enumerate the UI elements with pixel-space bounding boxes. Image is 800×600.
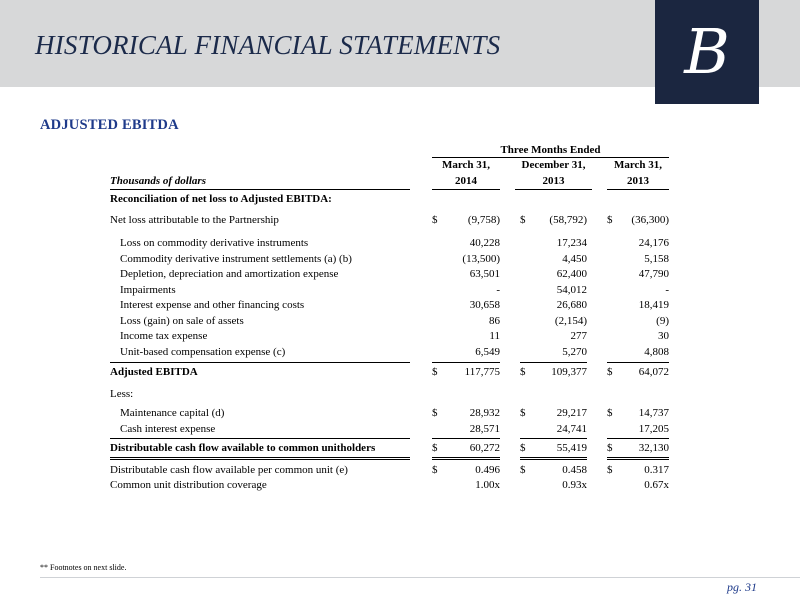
- value-col2: (58,792): [549, 214, 587, 226]
- rule-distributable-col3: [607, 438, 669, 439]
- dollar-sign: $: [520, 366, 526, 378]
- value-col3: -: [665, 284, 669, 296]
- value-col3: (9): [656, 315, 669, 327]
- column-header-3-line1: March 31,: [613, 159, 663, 171]
- dollar-sign: $: [607, 464, 613, 476]
- less-label: Less:: [110, 388, 134, 400]
- header-rule-label: [110, 189, 410, 190]
- value-col3: 14,737: [638, 407, 669, 419]
- value-col1: 28,932: [469, 407, 500, 419]
- value-col2: 4,450: [562, 253, 587, 265]
- table-row: [110, 283, 680, 298]
- value-col3: 64,072: [638, 366, 669, 378]
- table-row: [110, 345, 680, 360]
- value-col2: 29,217: [556, 407, 587, 419]
- double-rule-col3: [607, 457, 669, 460]
- row-label: Impairments: [120, 284, 176, 296]
- row-label: Maintenance capital (d): [120, 407, 225, 419]
- footnote: ** Footnotes on next slide.: [40, 563, 127, 572]
- dollar-sign: $: [607, 442, 613, 454]
- section-header: Reconciliation of net loss to Adjusted EBITDA:: [110, 193, 332, 205]
- column-header-2-line2: 2013: [542, 175, 565, 187]
- table-row-distributable: [110, 441, 680, 456]
- row-label: Net loss attributable to the Partnership: [110, 214, 279, 226]
- table-row: [110, 298, 680, 313]
- table-row: [110, 267, 680, 282]
- value-col1: 60,272: [469, 442, 500, 454]
- section-title: ADJUSTED EBITDA: [40, 117, 179, 133]
- value-col1: -: [496, 284, 500, 296]
- row-label: Cash interest expense: [120, 423, 216, 435]
- table-row-net-loss: [110, 213, 680, 228]
- group-header: Three Months Ended: [500, 144, 601, 156]
- table-row-coverage: [110, 478, 680, 493]
- row-label: Depletion, depreciation and amortization expense: [120, 268, 339, 280]
- table-row: [110, 422, 680, 437]
- value-col3: 32,130: [638, 442, 669, 454]
- value-col3: 47,790: [638, 268, 669, 280]
- value-col3: 5,158: [644, 253, 669, 265]
- column-header-2-line1: December 31,: [521, 159, 586, 171]
- value-col1: 0.496: [475, 464, 500, 476]
- row-label: Distributable cash flow available per common unit (e): [110, 464, 348, 476]
- rule-adjusted-ebitda-col3: [607, 362, 669, 363]
- table-row: [110, 236, 680, 251]
- value-col2: 62,400: [556, 268, 587, 280]
- double-rule-label: [110, 457, 410, 460]
- value-col2: 54,012: [556, 284, 587, 296]
- rule-distributable-col2: [520, 438, 587, 439]
- dollar-sign: $: [432, 366, 438, 378]
- dollar-sign: $: [520, 464, 526, 476]
- logo: [655, 0, 759, 104]
- column-header-1-line1: March 31,: [441, 159, 491, 171]
- value-col2: 0.93x: [562, 479, 587, 491]
- row-label: Loss (gain) on sale of assets: [120, 315, 244, 327]
- value-col2: 0.458: [562, 464, 587, 476]
- row-label: Adjusted EBITDA: [110, 366, 198, 378]
- table-row: [110, 314, 680, 329]
- dollar-sign: $: [607, 366, 613, 378]
- value-col2: 24,741: [556, 423, 587, 435]
- dollar-sign: $: [520, 407, 526, 419]
- table-row: [110, 329, 680, 344]
- table-row: [110, 252, 680, 267]
- value-col1: (13,500): [462, 253, 500, 265]
- value-col2: 55,419: [556, 442, 587, 454]
- row-label: Loss on commodity derivative instruments: [120, 237, 309, 249]
- value-col1: 40,228: [469, 237, 500, 249]
- table-row: [110, 406, 680, 421]
- row-label: Income tax expense: [120, 330, 208, 342]
- rule-adjusted-ebitda-col1: [432, 362, 500, 363]
- value-col3: 18,419: [638, 299, 669, 311]
- value-col3: 4,808: [644, 346, 669, 358]
- value-col1: (9,758): [467, 214, 500, 226]
- value-col2: 5,270: [562, 346, 587, 358]
- rule-distributable-col1: [432, 438, 500, 439]
- rule-adjusted-ebitda-label: [110, 362, 410, 363]
- value-col3: (36,300): [631, 214, 669, 226]
- double-rule-col1: [432, 457, 500, 460]
- rule-distributable-label: [110, 438, 410, 439]
- value-col1: 63,501: [469, 268, 500, 280]
- double-rule-col2: [520, 457, 587, 460]
- dollar-sign: $: [607, 407, 613, 419]
- header-rule-col3: [607, 189, 669, 190]
- header-rule-col2: [515, 189, 592, 190]
- value-col1: 1.00x: [475, 479, 500, 491]
- value-col3: 0.317: [644, 464, 669, 476]
- dollar-sign: $: [432, 407, 438, 419]
- value-col1: 86: [489, 315, 500, 327]
- table-row-per-unit: [110, 463, 680, 478]
- logo-letter: B: [684, 15, 730, 88]
- row-label: Distributable cash flow available to common unitholders: [110, 442, 376, 454]
- dollar-sign: $: [432, 464, 438, 476]
- value-col2: 26,680: [556, 299, 587, 311]
- dollar-sign: $: [607, 214, 613, 226]
- value-col3: 24,176: [638, 237, 669, 249]
- page-number: pg. 31: [727, 580, 757, 594]
- value-col3: 17,205: [638, 423, 669, 435]
- header-rule-col1: [432, 189, 500, 190]
- value-col1: 117,775: [464, 366, 500, 378]
- dollar-sign: $: [520, 442, 526, 454]
- table-row-adjusted-ebitda: [110, 365, 680, 380]
- row-header-label: Thousands of dollars: [110, 175, 206, 187]
- row-label: Unit-based compensation expense (c): [120, 346, 286, 358]
- row-label: Common unit distribution coverage: [110, 479, 267, 491]
- dollar-sign: $: [432, 442, 438, 454]
- page-title: HISTORICAL FINANCIAL STATEMENTS: [35, 30, 501, 60]
- value-col1: 6,549: [475, 346, 500, 358]
- row-label: Commodity derivative instrument settlements (a) (b): [120, 253, 352, 265]
- value-col2: (2,154): [554, 315, 587, 327]
- rule-adjusted-ebitda-col2: [520, 362, 587, 363]
- value-col1: 30,658: [469, 299, 500, 311]
- value-col1: 28,571: [469, 423, 500, 435]
- row-label: Interest expense and other financing costs: [120, 299, 305, 311]
- value-col3: 30: [658, 330, 669, 342]
- footer-divider: [40, 577, 800, 578]
- dollar-sign: $: [520, 214, 526, 226]
- column-header-1-line2: 2014: [455, 175, 477, 187]
- value-col2: 277: [570, 330, 587, 342]
- dollar-sign: $: [432, 214, 438, 226]
- value-col2: 17,234: [556, 237, 587, 249]
- value-col3: 0.67x: [644, 479, 669, 491]
- column-header-3-line2: 2013: [627, 175, 649, 187]
- value-col2: 109,377: [551, 366, 587, 378]
- value-col1: 11: [489, 330, 500, 342]
